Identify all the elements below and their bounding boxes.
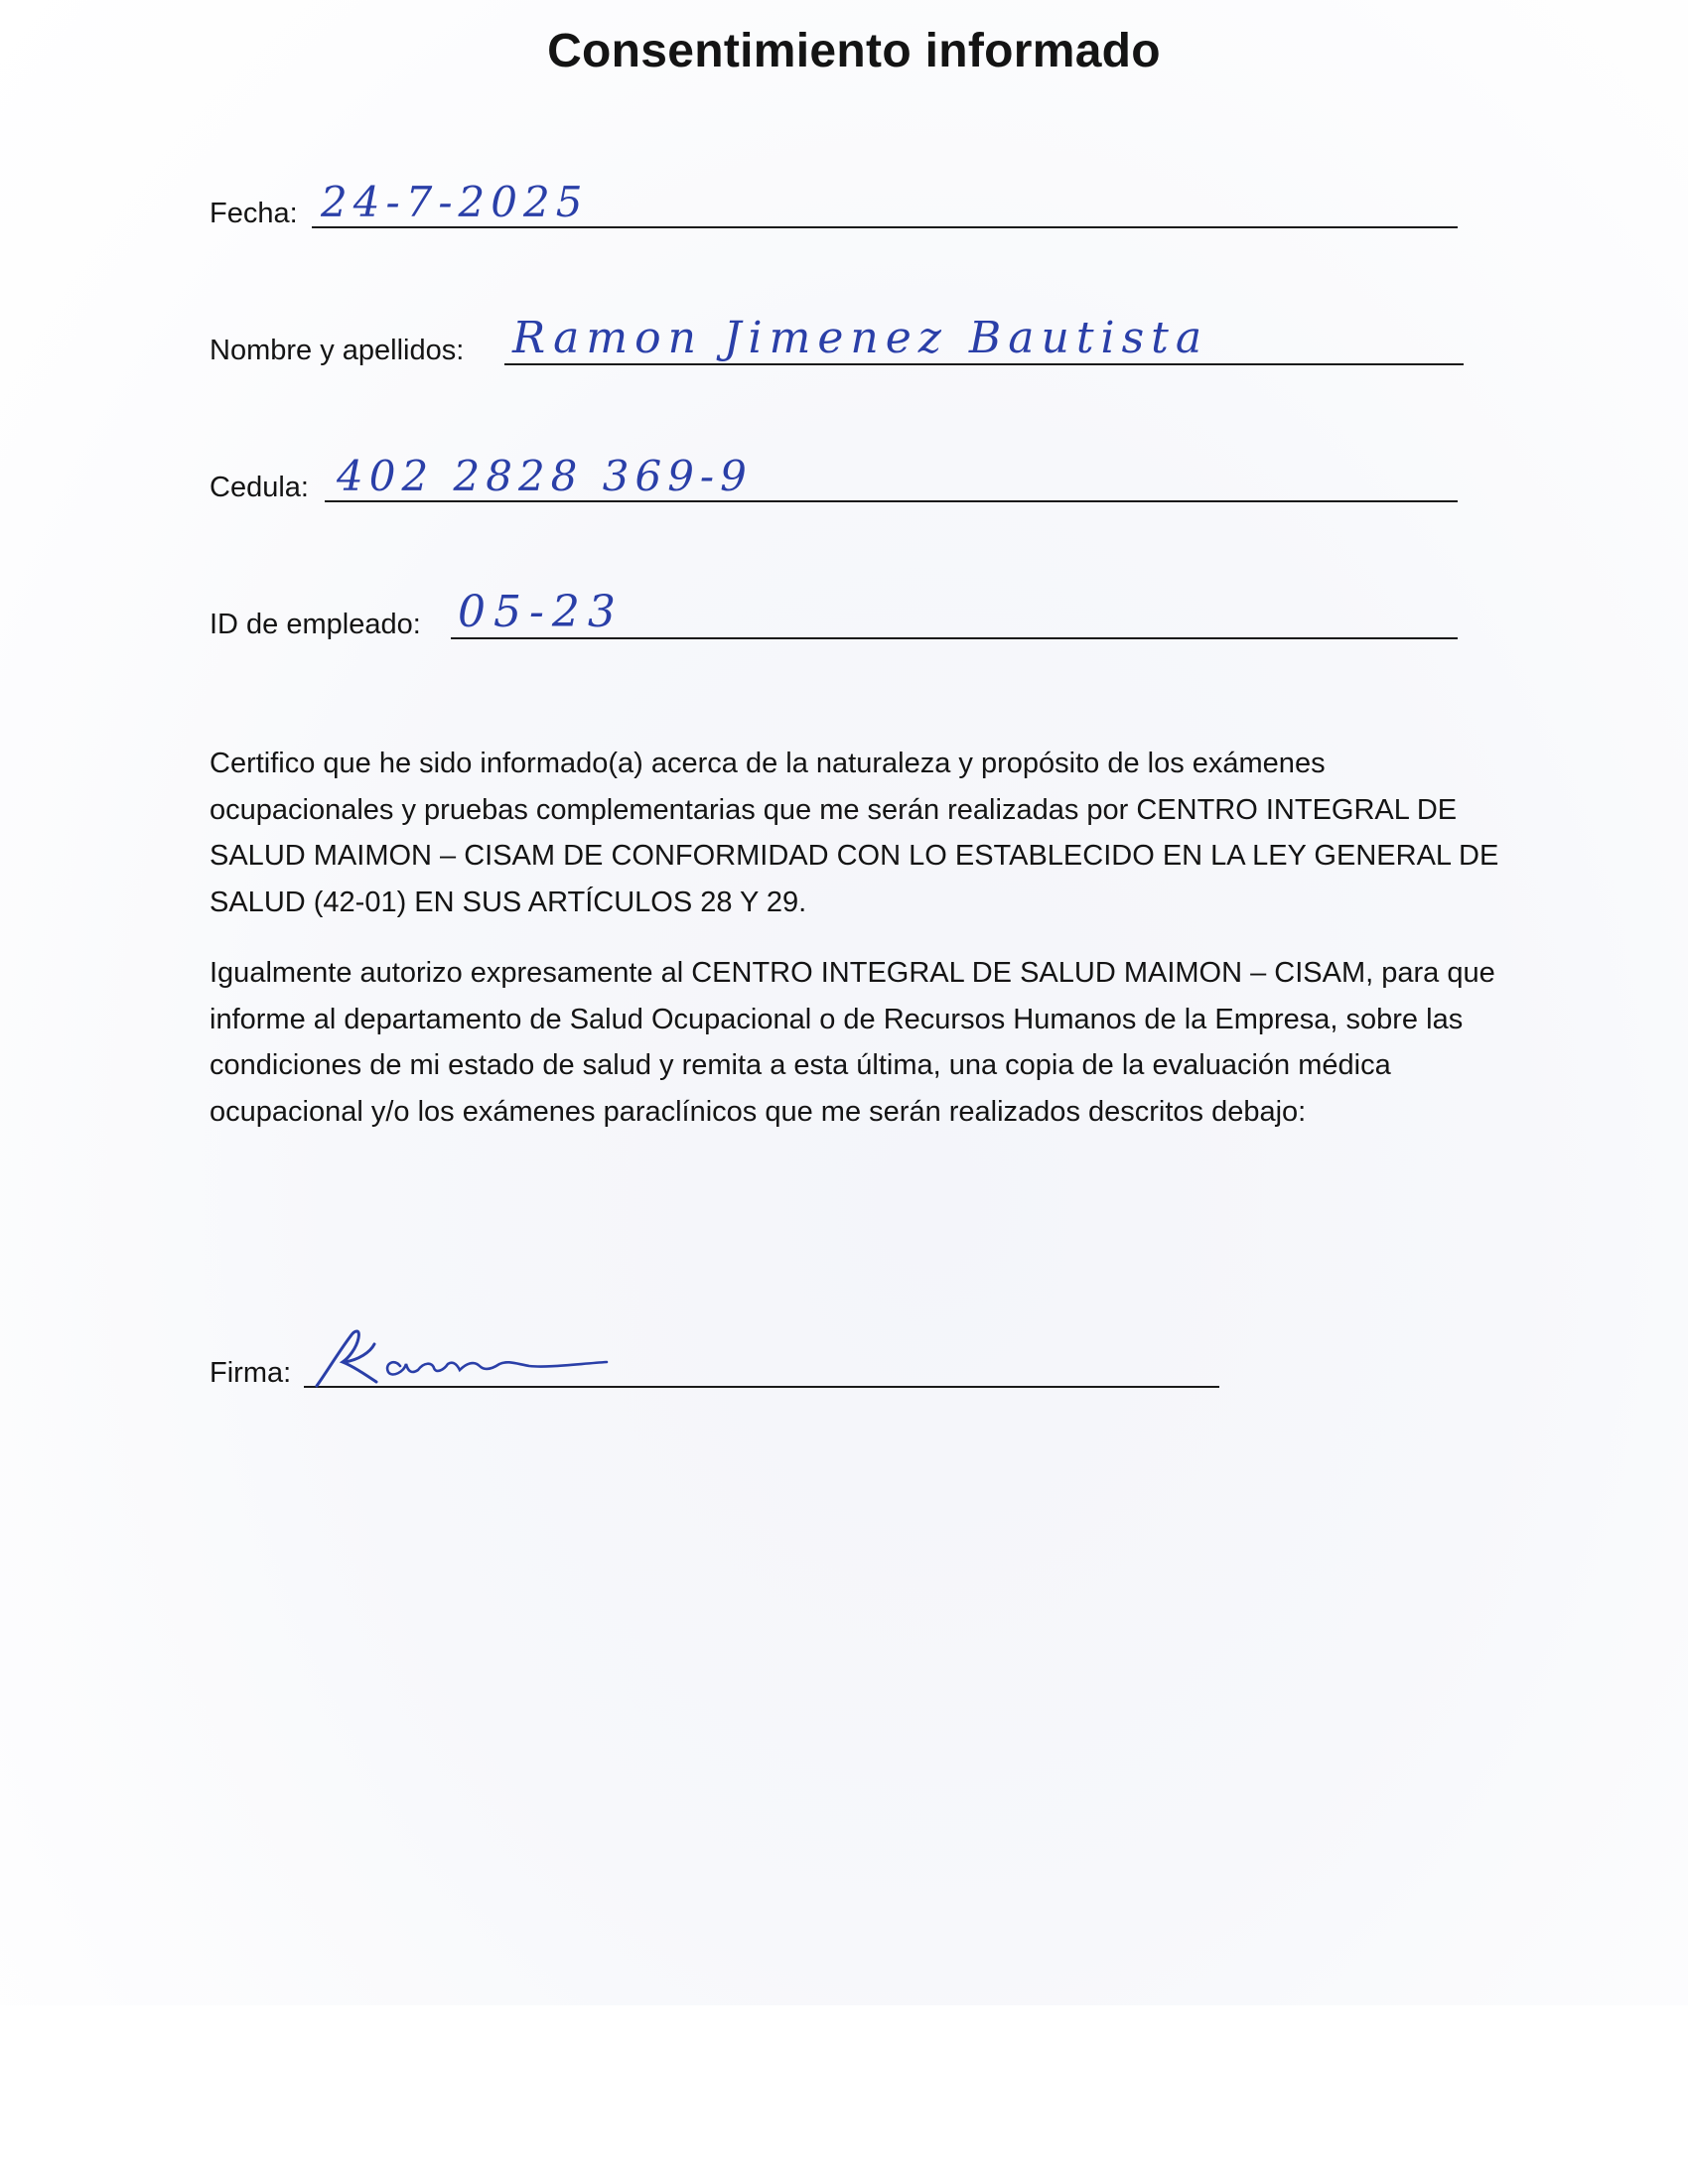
consent-paragraph-1: Certifico que he sido informado(a) acerca de la naturaleza y propósito de los exámenes ocupacionales y pruebas complementarias que me serán realizadas por CENTRO INTEGRAL DE SALUD MAIMON – CISAM DE CONFORMIDAD CON LO ESTABLECIDO EN LA LEY GENERAL DE SALUD (42-01) EN SUS ARTÍCULOS 28 Y 29. [210,748,1499,918]
nombre-label: Nombre y apellidos: [210,335,465,366]
scan-margin [0,2005,1688,2184]
cedula-label: Cedula: [210,472,309,503]
cedula-value: 402 2828 369-9 [337,452,753,500]
cedula-field [210,445,1461,504]
firma-label: Firma: [210,1357,292,1389]
fecha-value: 24-7-2025 [321,178,589,226]
document-title: Consentimiento informado [547,25,1161,77]
cedula-underline [325,500,1458,502]
signature-icon [309,1322,785,1392]
empleado-field [210,582,1461,641]
nombre-value: Ramon Jimenez Bautista [512,313,1209,363]
empleado-label: ID de empleado: [210,609,421,640]
nombre-field [210,308,1466,367]
empleado-value: 05-23 [458,587,624,637]
consent-paragraph-2: Igualmente autorizo expresamente al CENTRO INTEGRAL DE SALUD MAIMON – CISAM, para que informe al departamento de Salud Ocupacional o de Recursos Humanos de la Empresa, sobre las condiciones de mi estado de salud y remita a esta última, una copia de la evaluación médica ocupacional y/o los exámenes paraclínicos que me serán realizados descritos debajo: [210,957,1495,1128]
fecha-label: Fecha: [210,198,298,229]
empleado-underline [451,637,1458,639]
fecha-underline [312,226,1458,228]
firma-field [210,1330,1222,1390]
nombre-underline [504,363,1464,365]
fecha-field [210,171,1461,230]
